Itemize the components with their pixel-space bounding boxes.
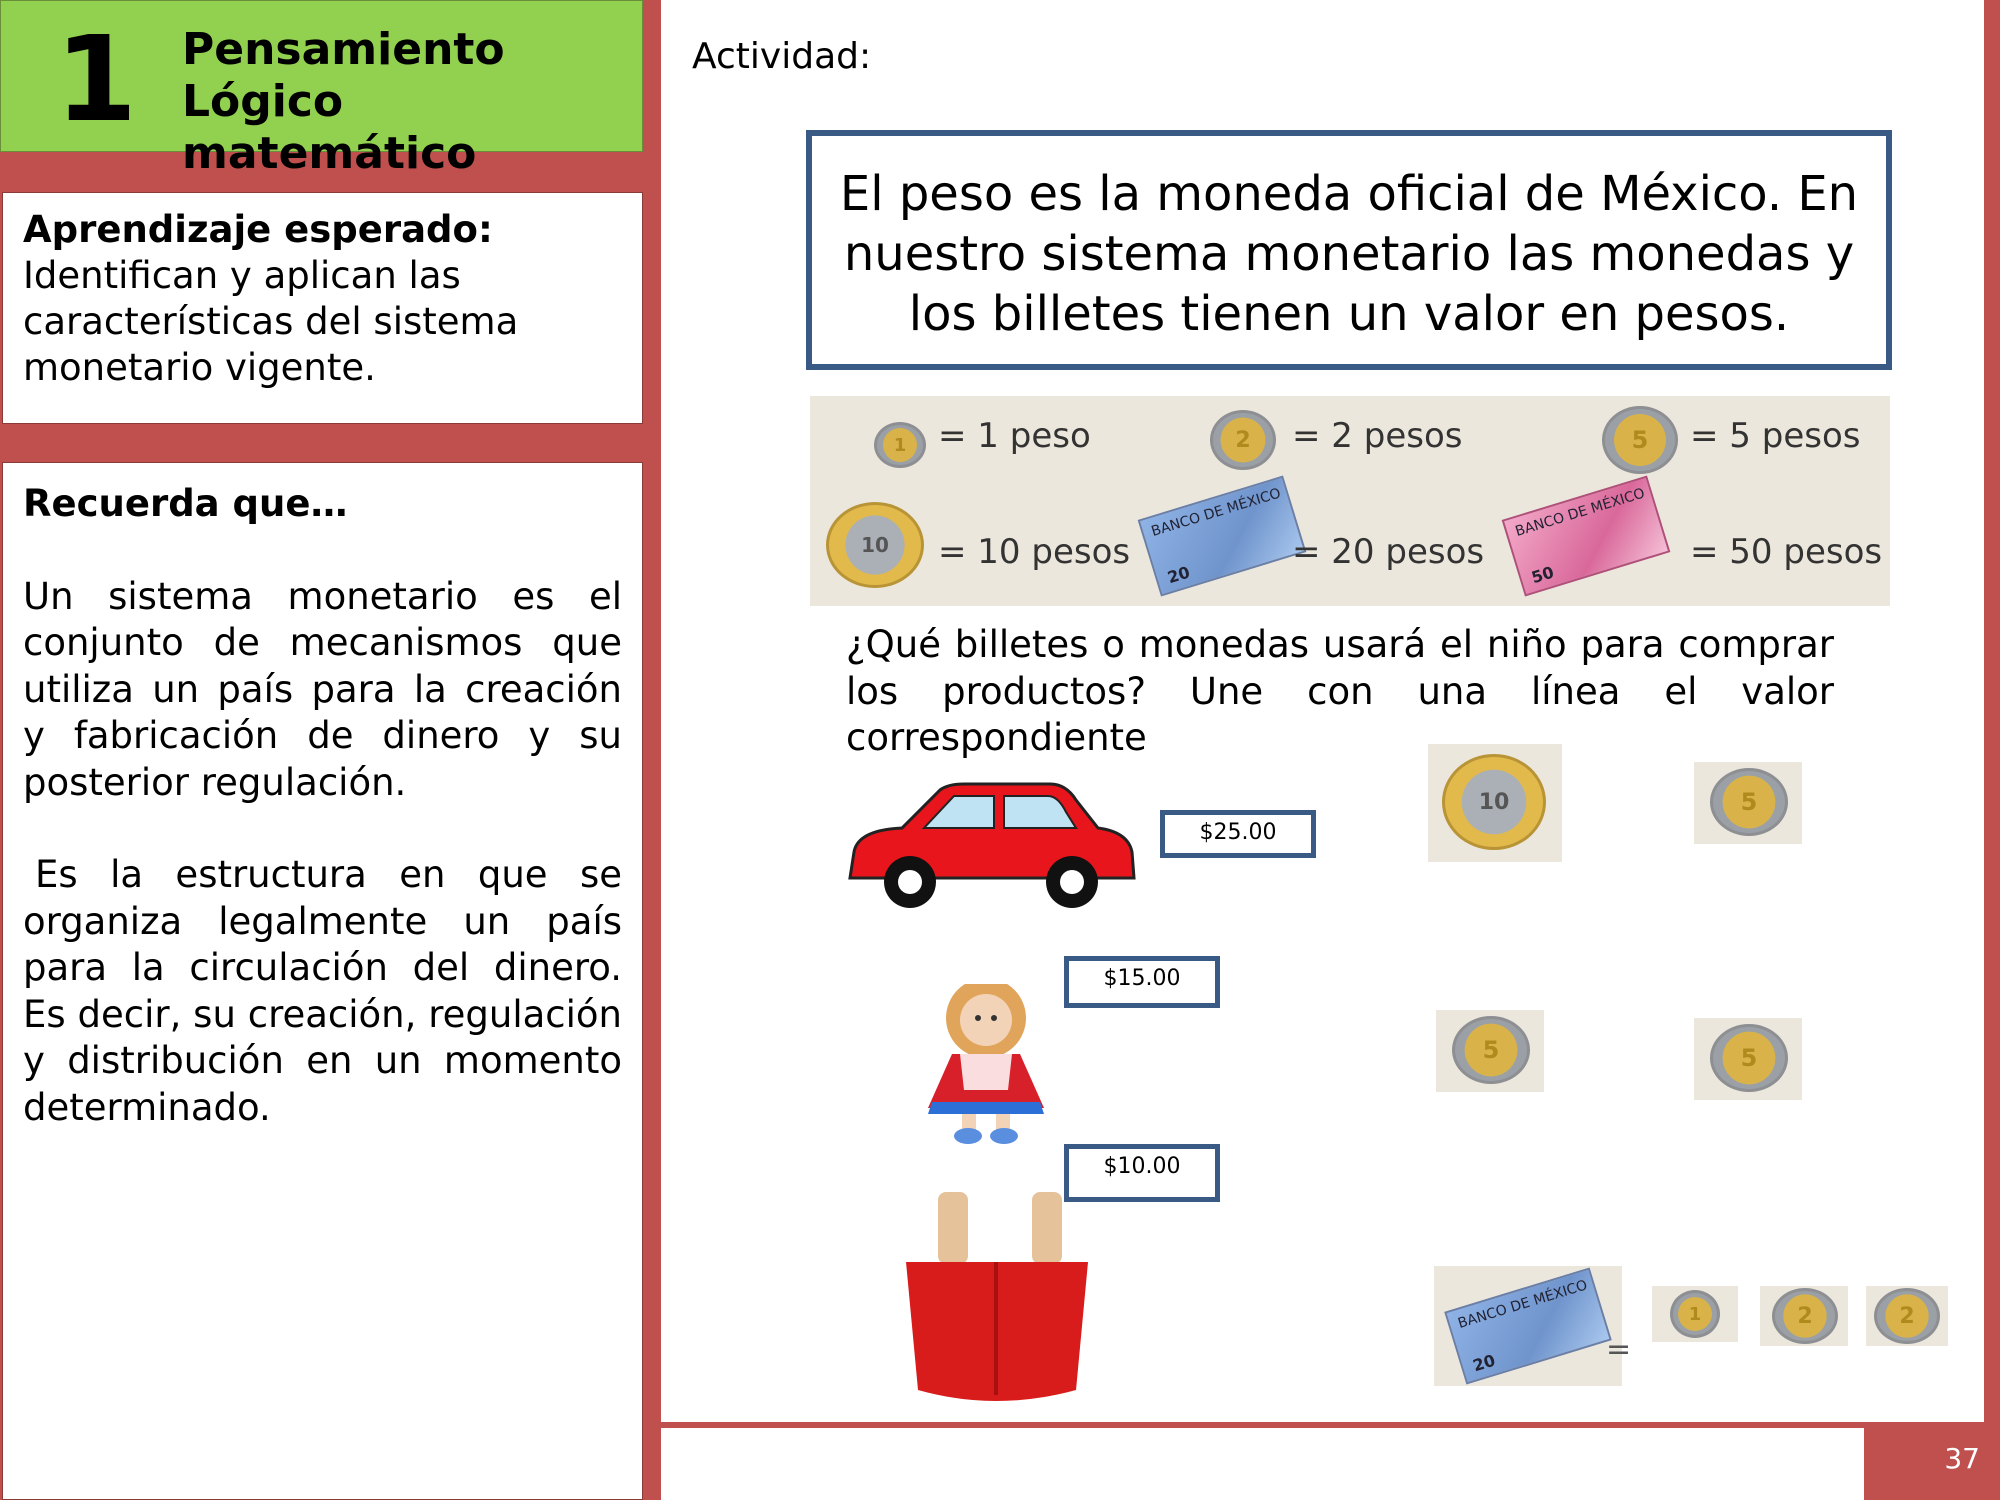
coin-1-icon: 1 — [1670, 1290, 1720, 1338]
coin-1-icon: 1 — [874, 422, 926, 468]
coin-2-icon: 2 — [1772, 1288, 1838, 1344]
remember-paragraph-2: Es la estructura en que se organiza legalmente un país para la circulación del dinero. Es decir, su creación, regulación y distribución en un momento determinado. — [23, 853, 622, 1129]
legend-label-2: = 2 pesos — [1292, 416, 1463, 456]
bottom-frame — [660, 1422, 2000, 1428]
option-tile-10 — [1428, 744, 1562, 862]
option-tile-2b — [1866, 1286, 1948, 1346]
bill-20-icon: BANCO DE MÉXICO 20 — [1444, 1267, 1612, 1384]
legend-label-5: = 5 pesos — [1690, 416, 1861, 456]
ice-pop-icon — [904, 1190, 1090, 1406]
coin-10-icon: 10 — [1442, 754, 1546, 850]
option-tile-1 — [1652, 1286, 1738, 1342]
option-tile-20 — [1434, 1266, 1632, 1386]
price-tag-car: $25.00 — [1160, 810, 1316, 858]
coin-10-icon: 10 — [826, 502, 924, 588]
legend-label-1: = 1 peso — [938, 416, 1091, 456]
legend-label-50: = 50 pesos — [1690, 532, 1883, 572]
legend-label-20: = 20 pesos — [1292, 532, 1485, 572]
column-divider — [643, 0, 661, 1500]
doll-icon — [900, 984, 1072, 1146]
option-tile-2a — [1760, 1286, 1848, 1346]
coin-5-icon: 5 — [1710, 768, 1788, 836]
price-tag-doll: $15.00 — [1064, 956, 1220, 1008]
info-box: El peso es la moneda oficial de México. En nuestro sistema monetario las monedas y los billetes tienen un valor en pesos. — [806, 130, 1892, 370]
coin-5-icon: 5 — [1602, 406, 1678, 474]
learning-body: Identifican y aplican las características del sistema monetario vigente. — [23, 254, 519, 389]
coin-5-icon: 5 — [1452, 1016, 1530, 1084]
learning-heading: Aprendizaje esperado: — [23, 208, 493, 251]
option-tile-5c — [1694, 1018, 1802, 1100]
coin-5-icon: 5 — [1710, 1024, 1788, 1092]
option-tile-5b — [1436, 1010, 1544, 1092]
unit-number: 1 — [55, 10, 138, 148]
price-tag-ice-pop: $10.00 — [1064, 1144, 1220, 1202]
coin-2-icon: 2 — [1874, 1288, 1940, 1344]
learning-box — [2, 192, 643, 424]
remember-heading: Recuerda que… — [23, 482, 348, 525]
coin-2-icon: 2 — [1210, 410, 1276, 470]
right-frame — [1984, 0, 2000, 1500]
activity-label: Actividad: — [692, 36, 872, 77]
currency-legend — [810, 396, 1890, 606]
toy-car-icon — [844, 782, 1138, 912]
remember-paragraph-1: Un sistema monetario es el conjunto de mecanismos que utiliza un país para la creación y fabricación de dinero y su posterior regulación. — [23, 574, 622, 804]
bill-20-icon: BANCO DE MÉXICO 20 — [1138, 476, 1307, 597]
bill-50-icon: BANCO DE MÉXICO 50 — [1502, 476, 1671, 597]
equals-sign: = — [1606, 1332, 1632, 1367]
legend-label-10: = 10 pesos — [938, 532, 1131, 572]
unit-title: Pensamiento Lógico matemático — [182, 24, 505, 179]
page-number: 37 — [1864, 1428, 2000, 1500]
remember-box — [2, 462, 643, 1500]
activity-question: ¿Qué billetes o monedas usará el niño para comprar los productos? Une con una línea el valor correspondiente — [846, 623, 1834, 759]
option-tile-5a — [1694, 762, 1802, 844]
